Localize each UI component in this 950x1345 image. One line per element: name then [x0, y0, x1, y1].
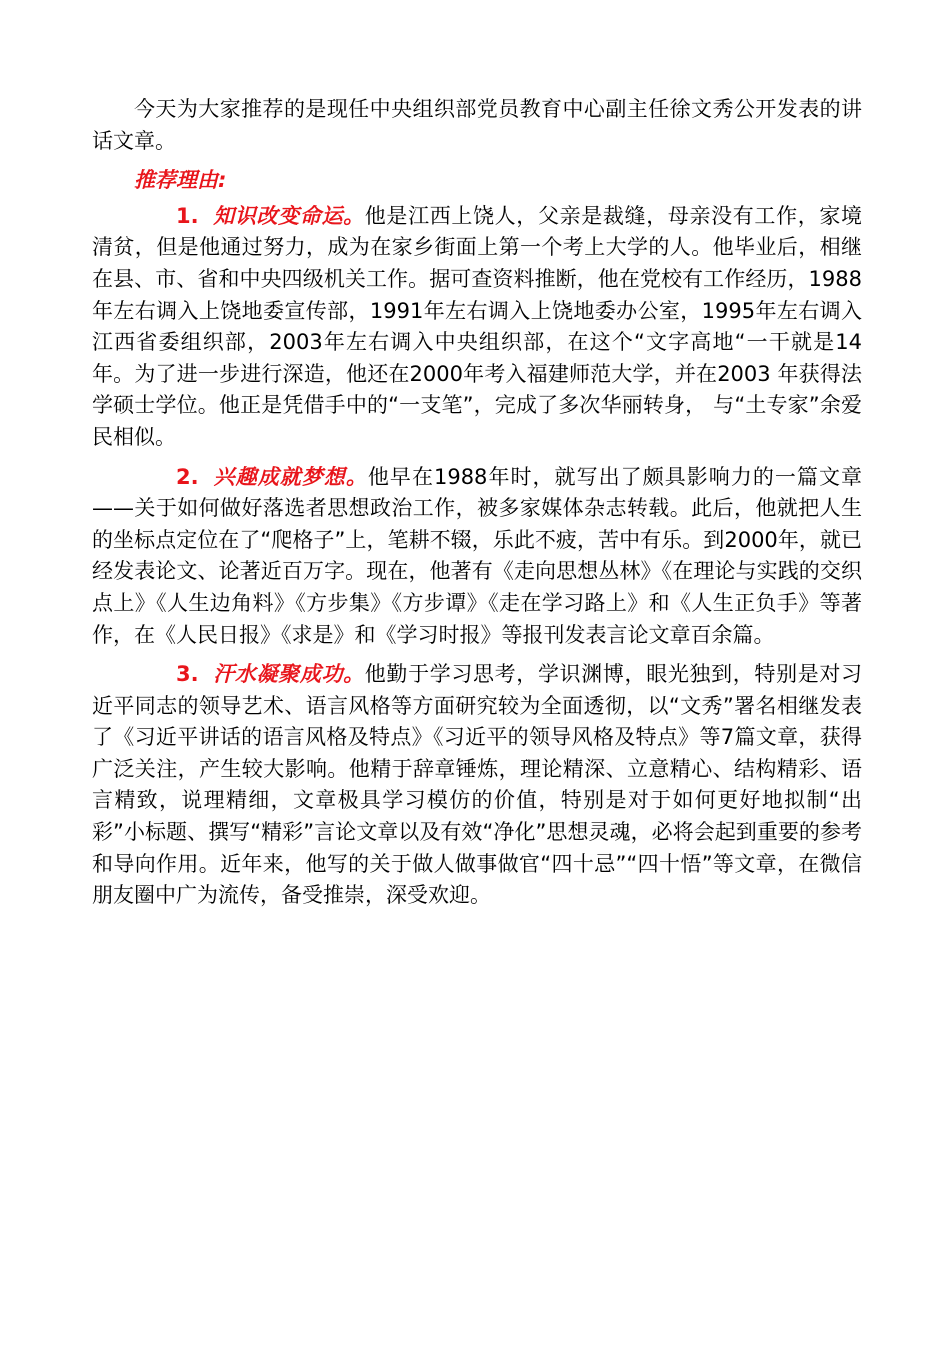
intro-paragraph: 今天为大家推荐的是现任中央组织部党员教育中心副主任徐文秀公开发表的讲话文章。 — [92, 97, 862, 153]
reasons-heading: 推荐理由: — [134, 168, 227, 193]
reason-title: 知识改变命运。 — [212, 203, 365, 228]
reason-body: 他早在1988年时，就写出了颇具影响力的一篇文章——关于如何做好落选者思想政治工作，被多家媒体杂志转载。此后，他就把人生的坐标点定位在了“爬格子”上，笔耕不辍，乐此不疲，苦中有乐。到2000年，就已经发表论文、论著近百万字。现在，他著有《走向思想丛林》《在理论与实践的交织点上》《人生边角料》《方步集》《方步谭》《走在学习路上》和《人生正负手》等著作，在《人民日报》《求是》和《学习时报》等报刊发表言论文章百余篇。 — [92, 464, 862, 647]
document-body — [92, 94, 862, 920]
reason-item-2 — [92, 462, 862, 652]
reason-body: 他勤于学习思考，学识渊博，眼光独到，特别是对习近平同志的领导艺术、语言风格等方面研究较为全面透彻，以“文秀”署名相继发表了《习近平讲话的语言风格及特点》《习近平的领导风格及特点》等7篇文章，获得广泛关注，产生较大影响。他精于辞章锤炼，理论精深、立意精心、结构精彩、语言精致，说理精细，文章极具学习模仿的价值，特别是对于如何更好地拟制“出彩”小标题、撰写“精彩”言论文章以及有效“净化”思想灵魂，必将会起到重要的参考和导向作用。近年来，他写的关于做人做事做官“四十忌”“四十悟”等文章，在微信朋友圈中广为流传，备受推崇，深受欢迎。 — [92, 662, 863, 908]
reason-item-1 — [92, 201, 862, 454]
reason-title: 兴趣成就梦想。 — [212, 464, 368, 489]
reason-number: 3. — [176, 662, 199, 687]
reason-number: 2. — [176, 464, 199, 489]
reason-number: 1. — [176, 203, 199, 228]
reason-body: 他是江西上饶人，父亲是裁缝，母亲没有工作，家境清贫，但是他通过努力，成为在家乡街面上第一个考上大学的人。他毕业后，相继在县、市、省和中央四级机关工作。据可查资料推断，他在党校有工作经历，1988年左右调入上饶地委宣传部，1991年左右调入上饶地委办公室，1995年左右调入江西省委组织部，2003年左右调入中央组织部，在这个“文字高地“一干就是14年。为了进一步进行深造，他还在2000年考入福建师范大学，并在2003 年获得法学硕士学位。他正是凭借手中的“一支笔”，完成了多次华丽转身， 与“土专家”余爱民相似。 — [92, 203, 863, 449]
reason-title: 汗水凝聚成功。 — [212, 662, 365, 687]
reason-item-3 — [92, 659, 862, 912]
